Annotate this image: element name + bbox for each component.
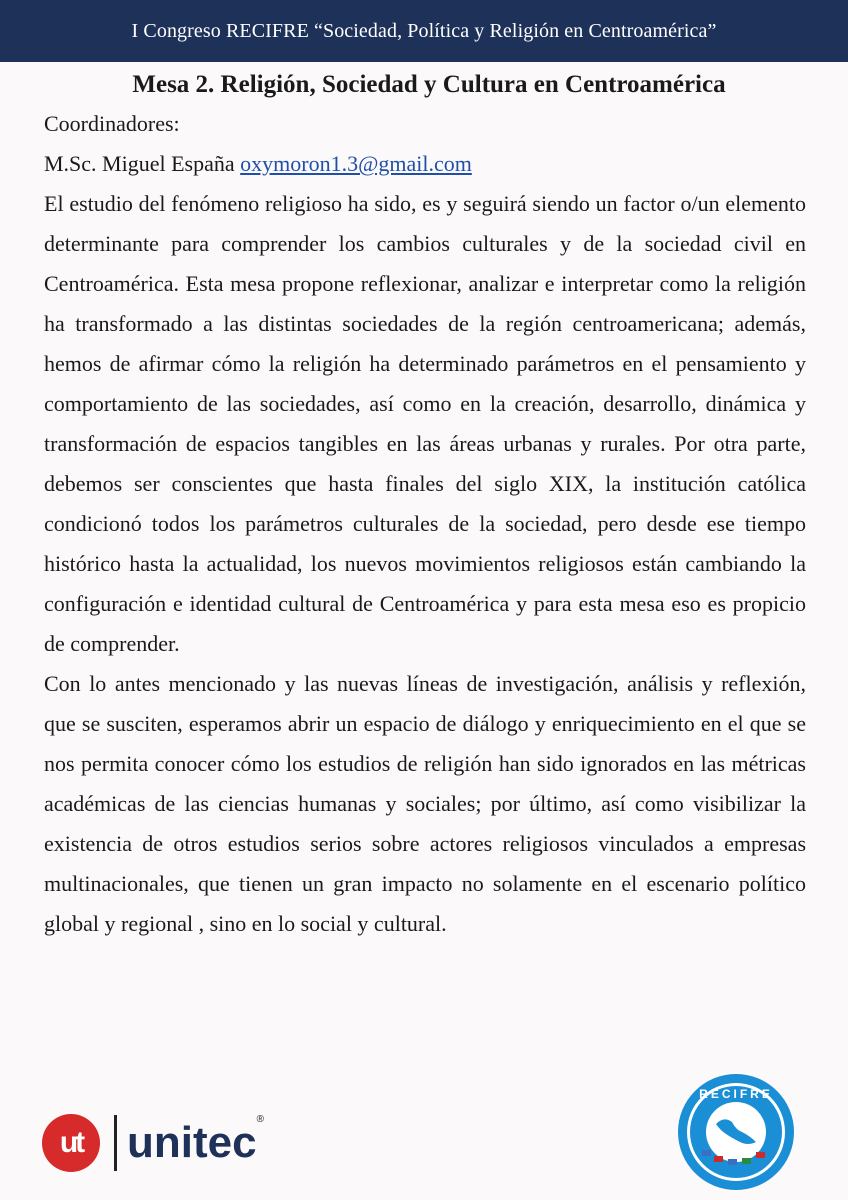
banner-text: I Congreso RECIFRE “Sociedad, Política y Religión en Centroamérica” — [131, 19, 717, 42]
page-title: Mesa 2. Religión, Sociedad y Cultura en Centroamérica — [132, 71, 726, 98]
registered-mark: ® — [256, 1114, 264, 1125]
document-body — [44, 66, 806, 944]
coordinator-line — [44, 144, 806, 184]
paragraph-2: Con lo antes mencionado y las nuevas líneas de investigación, análisis y reflexión, que se susciten, esperamos abrir un espacio de diálogo y enriquecimiento en el que se nos permita conocer cómo los estudios de religión han sido ignorados en las métricas académicas de las ciencias humanas y sociales; por último, así como visibilizar la existencia de otros estudios serios sobre actores religiosos vinculados a empresas multinacionales, que tienen un gran impacto no solamente en el escenario político global y regional , sino en lo social y cultural. — [44, 671, 806, 936]
coordinator-name: M.Sc. Miguel España — [44, 151, 235, 176]
recifre-seal-logo — [676, 1072, 796, 1192]
coordinator-email-link[interactable]: oxymoron1.3@gmail.com — [240, 151, 472, 176]
unitec-monogram: ut — [42, 1114, 100, 1172]
logo-divider — [114, 1115, 117, 1171]
seal-text: RECIFRE — [699, 1087, 773, 1101]
paragraph-1: El estudio del fenómeno religioso ha sido, es y seguirá siendo un factor o/un elemento determinante para comprender los cambios culturales y de la sociedad civil en Centroamérica. Esta mesa propone reflexionar, analizar e interpretar como la religión ha transformado a las distintas sociedades de la región centroamericana; además, hemos de afirmar cómo la religión ha determinado parámetros en el pensamiento y comportamiento de las sociedades, así como en la creación, desarrollo, dinámica y transformación de espacios tangibles en las áreas urbanas y rurales. Por otra parte, debemos ser conscientes que hasta finales del siglo XIX, la institución católica condicionó todos los parámetros culturales de la sociedad, pero desde ese tiempo histórico hasta la actualidad, los nuevos movimientos religiosos están cambiando la configuración e identidad cultural de Centroamérica y para esta mesa eso es propicio de comprender. — [44, 191, 806, 656]
coordinators-label: Coordinadores: — [44, 111, 180, 136]
unitec-logo — [42, 1112, 264, 1174]
header-banner — [0, 0, 848, 62]
unitec-wordmark: unitec — [127, 1118, 257, 1167]
